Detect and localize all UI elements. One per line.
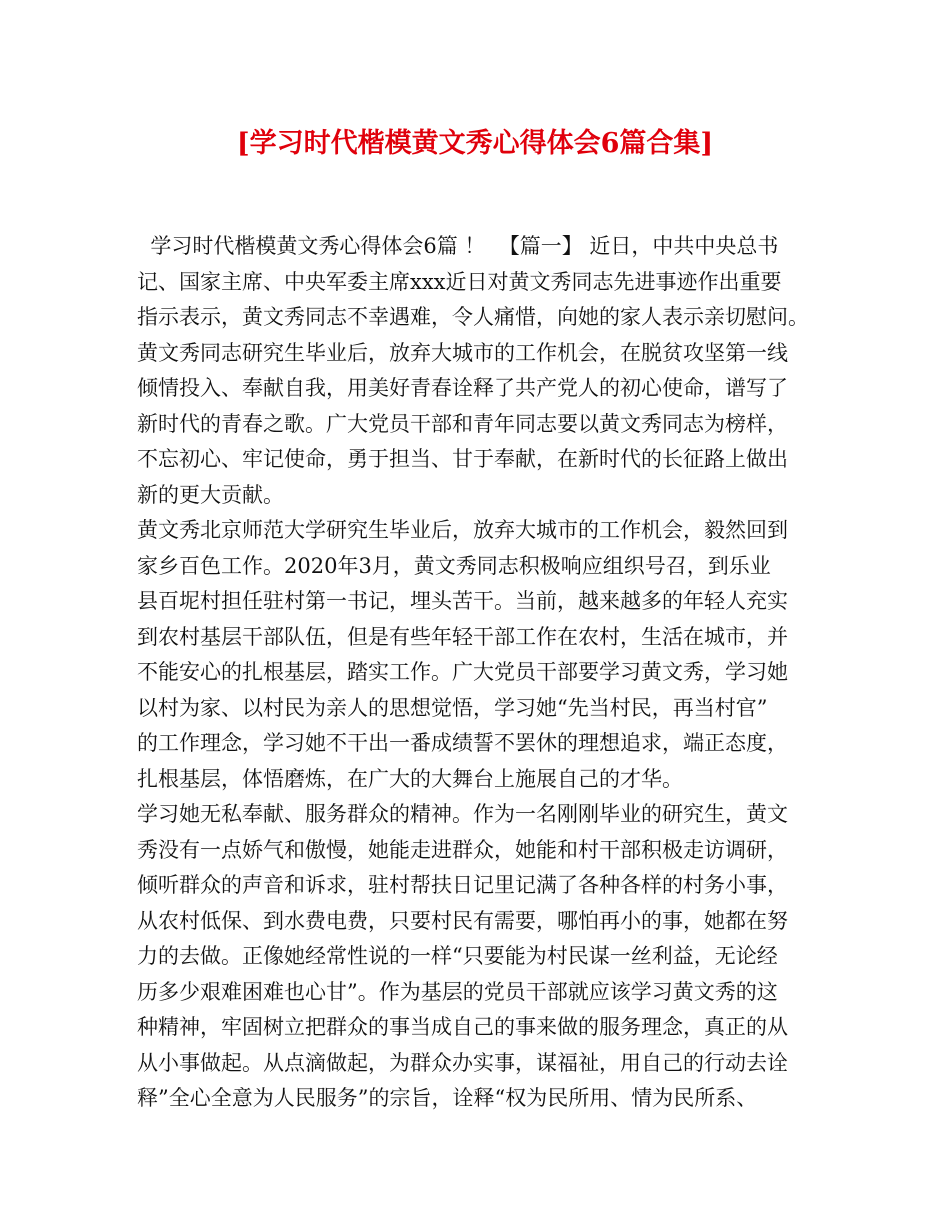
- body-text-line: 扎根基层，体悟磨炼，在广大的大舞台上施展自己的才华。: [137, 766, 683, 791]
- body-text-line: 倾听群众的声音和诉求，驻村帮扶日记里记满了各种各样的村务小事，: [137, 873, 788, 897]
- body-text-line: 秀没有一点娇气和傲慢，她能走进群众，她能和村干部积极走访调研，: [137, 837, 788, 862]
- body-text-line: 记、国家主席、中央军委主席xxx近日对黄文秀同志先进事迹作出重要: [137, 269, 782, 294]
- document-body: [137, 229, 817, 1117]
- body-text-line: 黄文秀同志研究生毕业后，放弃大城市的工作机会，在脱贫攻坚第一线: [137, 340, 788, 365]
- body-text-line: 到农村基层干部队伍，但是有些年轻干部工作在农村，生活在城市，并: [137, 624, 788, 649]
- body-text-line: 的工作理念，学习她不干出一番成绩誓不罢休的理想追求，端正态度，: [137, 731, 788, 755]
- body-text-line: 力的去做。正像她经常性说的一样“只要能为村民谋一丝利益，无论经: [137, 944, 778, 968]
- body-text-line: 新时代的青春之歌。广大党员干部和青年同志要以黄文秀同志为榜样，: [137, 411, 788, 436]
- body-text-line: 从农村低保、到水费电费，只要村民有需要，哪怕再小的事，她都在努: [137, 908, 788, 933]
- body-text-line: 新的更大贡献。: [137, 482, 284, 507]
- body-text-line: 不能安心的扎根基层，踏实工作。广大党员干部要学习黄文秀，学习她: [137, 660, 788, 684]
- body-text-line: 县百坭村担任驻村第一书记，埋头苦干。当前，越来越多的年轻人充实: [137, 589, 788, 613]
- document-title: [学习时代楷模黄文秀心得体会6篇合集]: [236, 128, 714, 159]
- body-text-line: 不忘初心、牢记使命，勇于担当、甘于奉献，在新时代的长征路上做出: [137, 447, 788, 471]
- body-text-line: 以村为家、以村民为亲人的思想觉悟，学习她“先当村民，再当村官”: [137, 695, 768, 720]
- body-text-line: 释”全心全意为人民服务”的宗旨，诠释“权为民所用、情为民所系、: [137, 1086, 758, 1110]
- body-text-line: 历多少艰难困难也心甘”。作为基层的党员干部就应该学习黄文秀的这: [137, 979, 778, 1004]
- body-text-line: 学习她无私奉献、服务群众的精神。作为一名刚刚毕业的研究生，黄文: [137, 802, 788, 826]
- body-text-line: 家乡百色工作。2020年3月，黄文秀同志积极响应组织号召，到乐业: [137, 553, 771, 578]
- body-text-line: 指示表示，黄文秀同志不幸遇难，令人痛惜，向她的家人表示亲切慰问。: [137, 305, 809, 329]
- body-text-line: 黄文秀北京师范大学研究生毕业后，放弃大城市的工作机会，毅然回到: [137, 518, 788, 542]
- body-text-line: 倾情投入、奉献自我，用美好青春诠释了共产党人的初心使命，谱写了: [137, 376, 788, 400]
- body-text-line: 种精神，牢固树立把群众的事当成自己的事来做的服务理念，真正的从: [137, 1015, 788, 1039]
- body-text-line: 学习时代楷模黄文秀心得体会6篇 ！ 【篇一】 近日，中共中央总书: [137, 234, 779, 258]
- body-text-line: 从小事做起。从点滴做起，为群众办实事，谋福祉，用自己的行动去诠: [137, 1050, 788, 1075]
